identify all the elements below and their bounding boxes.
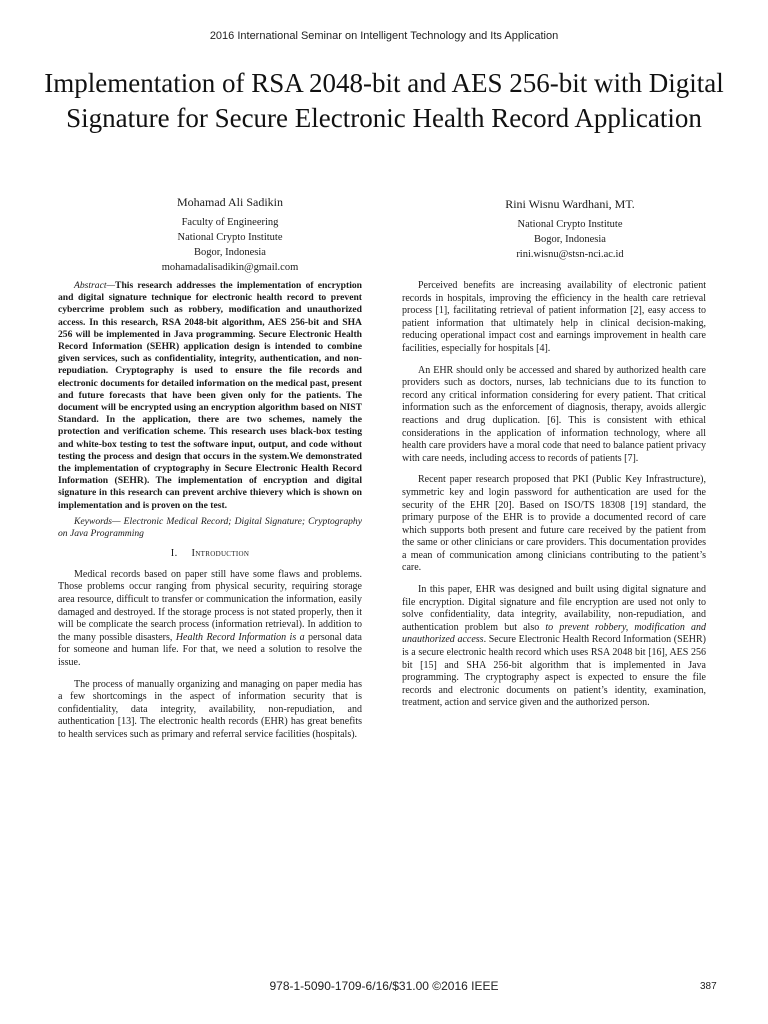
author-name: Mohamad Ali Sadikin — [177, 195, 283, 209]
author-name: Rini Wisnu Wardhani, MT. — [505, 197, 635, 211]
paragraph — [58, 569, 362, 670]
section-title: Introduction — [191, 548, 250, 560]
footer-isbn: 978-1-5090-1709-6/16/$31.00 ©2016 IEEE — [269, 979, 499, 993]
paragraph-text: In this paper, EHR was designed and built using digital signature and file encryption. Digital signature and file encryption are used not only to solve confidentiality, data integrity, availability, non-repudiation, and authentication problem but also — [402, 584, 706, 633]
paragraph-text: Medical records based on paper still have some flaws and problems. Those problems occur ranging from physical security, requiring storage area resource, difficult to transfer or communication the information, easily damaged and destroyed. If the storage process is not stated properly, then it will be complicate the search process (information retrieval). In addition to the many possible disasters, — [58, 568, 362, 643]
abstract-label: Abstract— — [74, 280, 116, 291]
keywords: Keywords— Electronic Medical Record; Digital Signature; Cryptography on Java Programming — [58, 515, 362, 540]
section-heading — [58, 548, 362, 561]
author-email[interactable]: rini.wisnu@stsn-nci.ac.id — [516, 249, 624, 260]
paragraph: An EHR should only be accessed and shared by authorized health care providers such as doctors, nurses, lab technicians due to its function to record any critical information considering for every patient. That critical information such as the enforcement of diagnosis, therapy, avoids allergic reactions and drug duplication. [6]. This is consistent with ethical considerations in the application of information technology, where all health care providers have a moral code that need to balance patient privacy with care needs, including access to records of patients [7]. — [402, 364, 706, 464]
author-location: Bogor, Indonesia — [534, 234, 606, 245]
author-affiliation: Faculty of Engineering — [181, 217, 279, 228]
paragraph-text: personal data for someone and human life. For that, we need a solution to resolve the issue. — [58, 631, 362, 669]
right-column — [402, 280, 706, 719]
paragraph: Perceived benefits are increasing availability of electronic patient records in hospitals, improving the efficiency in the health care retrieval process [1], facilitating retrieval of patient information [2], easy access to patient information that ultimately help in clinical decision-making, reducing operational impact cost and earnings improvement in health care facilities, especially for hospitals [4]. — [402, 280, 706, 354]
author-location: Bogor, Indonesia — [194, 247, 266, 258]
author-affiliation: National Crypto Institute — [517, 219, 623, 230]
left-column — [58, 280, 362, 751]
conference-header: 2016 International Seminar on Intelligent Technology and Its Application — [209, 30, 559, 42]
author-affiliation: National Crypto Institute — [177, 232, 283, 243]
paragraph-italic: Health Record Information is a — [175, 631, 305, 643]
paragraph-text: . Secure Electronic Health Record Information (SEHR) is a secure electronic health record which uses RSA 2048 bit [16], AES 256 bit [15] and SHA 256-bit algorithm that is implemented in Java programming. The cryptography aspect is expected to ensure the file records and electronic documents on patient’s identity, examination, treatment, action and service given and the authorized person. — [402, 634, 706, 709]
abstract-text: This research addresses the implementation of encryption and digital signature technique for electronic health record to prevent cybercrime problem such as robbery, modification and unauthorized access. In this research, RSA 2048-bit algorithm, AES 256-bit and SHA 256 will be implemented in Java programming. Secure Electronic Health Record Information (SEHR) application design is intended to combine given services, such as confidentiality, integrity, authentication, and non-repudiation. Cryptography is used to ensure the file records and electronic documents for detailed information on the medical past, present and future forecasts that have been given only for the patients. The document will be encrypted using an encryption algorithm based on NIST Standard. In the application, there are two schemes, namely the protection and verification scheme. This research uses black-box testing and white-box testing to test the software input, output, and code without testing the process and design that occurs in the system.We demonstrated the implementation of cryptography in Secure Electronic Health Record Information (SEHR). The implementation of encryption and digital signature in this research can prevent archive thievery which is shown on implementation and is proven on the test. — [58, 280, 362, 511]
author-block-2 — [440, 196, 700, 262]
paragraph: Recent paper research proposed that PKI (Public Key Infrastructure), symmetric key and login password for authentication are used for the security of the EHR [20]. Based on ISO/TS 18308 [19] standard, the primary purpose of the EHR is to provide a documented record of care which supports both present and future care received by the patient from the same or other clinicians or care providers. This documentation provides a mean of communication among clinicians contributing to the patient’s care. — [402, 474, 706, 574]
section-number: I. — [170, 548, 178, 560]
author-block-1 — [110, 194, 350, 275]
author-email[interactable]: mohamadalisadikin@gmail.com — [161, 262, 299, 273]
abstract — [58, 280, 362, 512]
paragraph-italic: to prevent robbery, modification and unauthorized access — [402, 621, 707, 646]
page-number: 387 — [700, 981, 717, 992]
paragraph — [402, 584, 706, 710]
paper-title: Implementation of RSA 2048-bit and AES 256-bit with Digital Signature for Secure Electronic Health Record Application — [44, 68, 724, 133]
paragraph: The process of manually organizing and managing on paper media has a few shortcomings in the aspect of information security that is confidentiality, data integrity, availability, non-repudiation, and authentication [13]. The electronic health records (EHR) has great benefits to health services such as primary and referral service facilities (hospitals). — [58, 678, 362, 740]
